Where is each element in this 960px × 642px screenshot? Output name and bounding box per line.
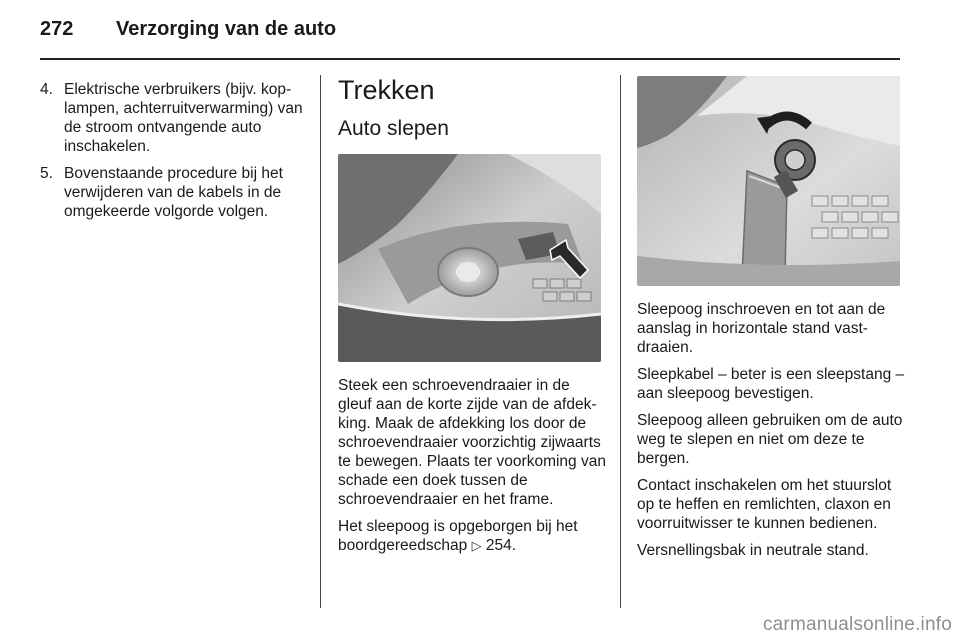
- section-title: Trekken: [338, 75, 435, 105]
- instruction-paragraph: Steek een schroevendraaier in de gleuf aan de korte zijde van de afdekking. Maak de afdekking los door de schroevendraaier voorzichtig zijwaarts te bewegen. Plaats ter voorkoming van schade een doek tussen de schroevendraaier en het frame.: [338, 377, 606, 508]
- list-item: [40, 164, 305, 221]
- page-number: 272: [40, 18, 74, 40]
- list-item: [40, 80, 305, 156]
- instruction-paragraph: Contact inschakelen om het stuurslot op te heffen en remlichten, claxon en voorruitwisser te kunnen bedienen.: [637, 477, 892, 532]
- step-text: Bovenstaande procedure bij het verwijderen van de kabels in de omgekeerde volgorde volgen.: [64, 165, 283, 220]
- watermark: carmanualsonline.info: [762, 614, 952, 635]
- page-header: [40, 18, 336, 48]
- step-number: 5.: [40, 165, 53, 182]
- step-text: Elektrische verbruikers (bijv. koplampen, achterruitverwarming) van de stroom ontvangende auto inschakelen.: [64, 81, 303, 155]
- column-divider-left: [320, 75, 321, 608]
- instruction-paragraph: Versnellingsbak in neutrale stand.: [637, 542, 869, 559]
- bumper-cover-illustration: [338, 154, 601, 362]
- towing-eye-illustration: [637, 76, 900, 286]
- subsection-title: Auto slepen: [338, 117, 449, 140]
- reference-page: 254.: [485, 537, 517, 554]
- step-list: [40, 80, 305, 221]
- column-middle: [338, 74, 606, 563]
- header-rule: [40, 58, 900, 60]
- reference-text: Het sleepoog is opgeborgen bij het boordgereedschap: [338, 518, 578, 554]
- reference-paragraph: [338, 517, 606, 555]
- column-left: [40, 80, 305, 229]
- instruction-paragraph: Sleepoog inschroeven en tot aan de aanslag in horizontale stand vastdraaien.: [637, 301, 886, 356]
- triangle-right-icon: ▷: [471, 538, 482, 553]
- column-divider-right: [620, 75, 621, 608]
- step-number: 4.: [40, 81, 53, 98]
- instruction-paragraph: Sleepkabel – beter is een sleepstang – aan sleepoog bevestigen.: [637, 366, 905, 402]
- column-right: [637, 76, 905, 568]
- instruction-paragraph: Sleepoog alleen gebruiken om de auto weg te slepen en niet om deze te bergen.: [637, 412, 903, 467]
- page-title: Verzorging van de auto: [116, 18, 337, 40]
